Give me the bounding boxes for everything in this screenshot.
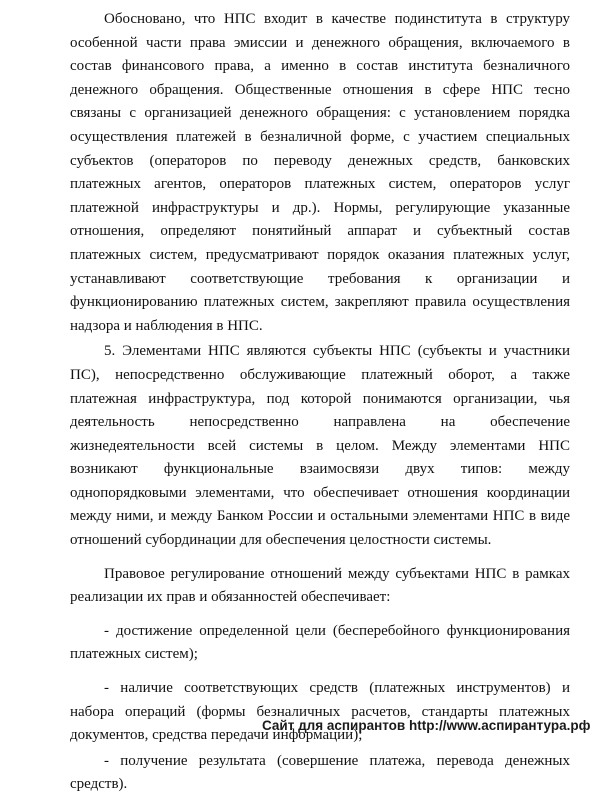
document-body xyxy=(70,8,570,797)
list-item-3: - получение результата (совершение платежа, перевода денежных средств). xyxy=(70,752,570,793)
list-item-1: - достижение определенной цели (бесперебойного функционирования платежных систем); xyxy=(70,622,570,663)
paragraph-1: Обосновано, что НПС входит в качестве подинститута в структуру особенной части права эмиссии и денежного обращения, включаемого в состав финансового права, а именно в состав института безналичного денежного обращения. Общественные отношения в сфере НПС тесно связаны с организацией денежного обращения: с установлением порядка осуществления платежей в безналичной форме, с участием специальных субъектов (операторов по переводу денежных средств, банковских платежных агентов, операторов платежных систем, операторов услуг платежной инфраструктуры и др.). Нормы, регулирующие указанные отношения, определяют понятийный аппарат и субъектный состав платежных систем, предусматривают порядок оказания платежных услуг, устанавливают соответствующие требования к организации и функционированию платежных систем, закрепляют правила осуществления надзора и наблюдения в НПС. xyxy=(70,11,570,334)
site-footer-watermark: Сайт для аспирантов http://www.аспирантура.рф xyxy=(262,718,591,733)
paragraph-2: 5. Элементами НПС являются субъекты НПС (субъекты и участники ПС), непосредственно обслуживающие платежный оборот, а также платежная инфраструктура, под которой понимаются организации, чья деятельность непосредственно направлена на обеспечение жизнедеятельности всей системы в целом. Между элементами НПС возникают функциональные взаимосвязи двух типов: между однопорядковыми элементами, что обеспечивает отношения координации между ними, и между Банком России и остальными элементами НПС в виде отношений субординации для обеспечения целостности системы. xyxy=(70,343,570,549)
paragraph-3: Правовое регулирование отношений между субъектами НПС в рамках реализации их прав и обязанностей обеспечивает: xyxy=(70,565,570,606)
list-item-2: - наличие соответствующих средств (платежных инструментов) и набора операций (формы безналичных расчетов, стандарты платежных документов, средства передачи информации); xyxy=(70,680,570,744)
